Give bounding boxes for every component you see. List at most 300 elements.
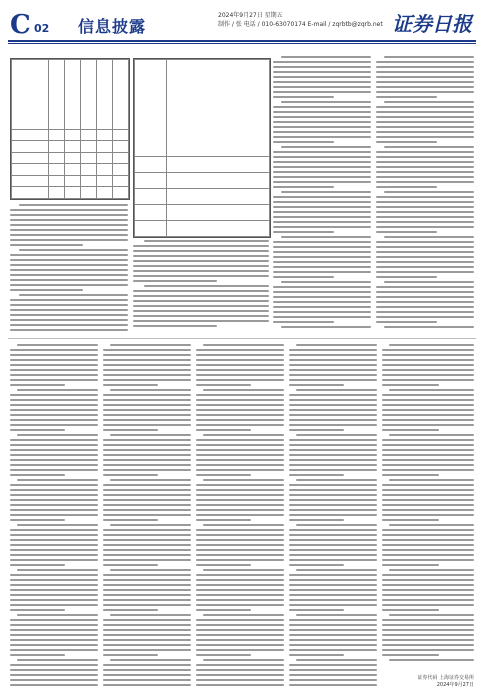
text-line bbox=[10, 234, 128, 236]
text-line bbox=[10, 634, 98, 636]
text-line bbox=[103, 634, 191, 636]
text-line bbox=[289, 644, 377, 646]
text-line bbox=[196, 544, 284, 546]
text-line bbox=[103, 529, 191, 531]
text-line bbox=[10, 574, 98, 576]
text-line bbox=[382, 429, 439, 431]
text-line bbox=[273, 316, 371, 318]
text-line bbox=[196, 599, 284, 601]
text-line bbox=[103, 424, 191, 426]
text-line bbox=[103, 549, 191, 551]
text-line bbox=[10, 439, 98, 441]
text-line bbox=[103, 409, 191, 411]
text-line bbox=[10, 364, 98, 366]
text-line bbox=[103, 504, 191, 506]
text-line bbox=[196, 484, 284, 486]
text-line bbox=[103, 519, 158, 521]
text-line bbox=[289, 619, 377, 621]
text-line bbox=[103, 534, 191, 536]
text-line bbox=[273, 91, 371, 93]
text-line bbox=[273, 66, 371, 68]
text-line bbox=[382, 424, 474, 426]
text-line bbox=[376, 121, 474, 123]
text-line bbox=[10, 494, 98, 496]
text-line bbox=[10, 589, 98, 591]
text-line bbox=[382, 579, 474, 581]
text-line bbox=[196, 574, 284, 576]
text-line bbox=[376, 96, 437, 98]
text-line bbox=[289, 519, 344, 521]
text-line bbox=[382, 494, 474, 496]
text-line bbox=[103, 639, 191, 641]
text-line bbox=[10, 244, 83, 246]
text-line bbox=[281, 191, 371, 193]
text-line bbox=[289, 679, 377, 681]
text-line bbox=[376, 216, 474, 218]
text-line bbox=[376, 206, 474, 208]
article-col3-upper bbox=[273, 56, 371, 334]
text-line bbox=[382, 634, 474, 636]
text-line bbox=[382, 354, 474, 356]
text-line bbox=[289, 414, 377, 416]
text-line bbox=[196, 364, 284, 366]
text-line bbox=[273, 246, 371, 248]
text-line bbox=[10, 309, 128, 311]
text-line bbox=[103, 589, 191, 591]
text-line bbox=[281, 236, 371, 238]
text-line bbox=[10, 549, 98, 551]
text-line bbox=[273, 271, 371, 273]
text-line bbox=[382, 644, 474, 646]
text-line bbox=[10, 354, 98, 356]
text-line bbox=[196, 624, 284, 626]
text-line bbox=[196, 449, 284, 451]
text-line bbox=[382, 399, 474, 401]
text-line bbox=[384, 281, 474, 283]
text-line bbox=[376, 241, 474, 243]
text-line bbox=[103, 384, 158, 386]
text-line bbox=[289, 484, 377, 486]
text-line bbox=[196, 534, 284, 536]
text-line bbox=[273, 186, 334, 188]
text-line bbox=[289, 499, 377, 501]
text-line bbox=[289, 489, 377, 491]
text-line bbox=[376, 151, 474, 153]
article-col2-upper bbox=[133, 240, 269, 334]
text-line bbox=[289, 379, 377, 381]
text-line bbox=[289, 639, 377, 641]
text-line bbox=[103, 609, 158, 611]
text-line bbox=[289, 429, 344, 431]
text-line bbox=[10, 644, 98, 646]
text-line bbox=[196, 504, 284, 506]
text-line bbox=[273, 71, 371, 73]
text-line bbox=[273, 156, 371, 158]
text-line bbox=[17, 344, 98, 346]
page-header bbox=[0, 0, 484, 44]
text-line bbox=[376, 61, 474, 63]
header-date: 2024年9月27日 星期五 bbox=[218, 12, 283, 19]
text-line bbox=[289, 674, 377, 676]
text-line bbox=[273, 181, 371, 183]
text-line bbox=[196, 369, 284, 371]
text-line bbox=[273, 136, 371, 138]
text-line bbox=[289, 494, 377, 496]
text-line bbox=[10, 669, 98, 671]
text-line bbox=[382, 574, 474, 576]
text-line bbox=[133, 250, 269, 252]
text-line bbox=[133, 290, 269, 292]
signature-line-2: 2024年9月27日 bbox=[436, 682, 474, 688]
text-line bbox=[273, 176, 371, 178]
text-line bbox=[382, 359, 474, 361]
text-line bbox=[103, 544, 191, 546]
text-line bbox=[273, 171, 371, 173]
text-line bbox=[376, 276, 437, 278]
text-line bbox=[382, 529, 474, 531]
text-line bbox=[289, 649, 377, 651]
text-line bbox=[382, 369, 474, 371]
text-line bbox=[10, 654, 65, 656]
text-line bbox=[273, 61, 371, 63]
text-line bbox=[376, 316, 474, 318]
text-line bbox=[10, 324, 128, 326]
text-line bbox=[289, 549, 377, 551]
text-line bbox=[103, 419, 191, 421]
text-line bbox=[10, 399, 98, 401]
text-line bbox=[273, 151, 371, 153]
text-line bbox=[10, 239, 128, 241]
text-line bbox=[376, 246, 474, 248]
text-line bbox=[10, 619, 98, 621]
text-line bbox=[103, 619, 191, 621]
text-line bbox=[10, 664, 98, 666]
text-line bbox=[10, 454, 98, 456]
text-line bbox=[289, 449, 377, 451]
text-line bbox=[196, 644, 284, 646]
text-line bbox=[289, 534, 377, 536]
text-line bbox=[384, 236, 474, 238]
text-line bbox=[196, 414, 284, 416]
text-line bbox=[203, 614, 284, 616]
text-line bbox=[10, 214, 128, 216]
text-line bbox=[289, 544, 377, 546]
text-line bbox=[376, 116, 474, 118]
text-line bbox=[196, 679, 284, 681]
text-line bbox=[203, 344, 284, 346]
text-line bbox=[103, 554, 191, 556]
text-line bbox=[103, 414, 191, 416]
text-line bbox=[384, 101, 474, 103]
text-line bbox=[273, 231, 334, 233]
text-line bbox=[110, 344, 191, 346]
text-line bbox=[289, 409, 377, 411]
text-line bbox=[273, 131, 371, 133]
text-line bbox=[10, 429, 65, 431]
header-rule bbox=[8, 40, 476, 42]
text-line bbox=[10, 594, 98, 596]
text-line bbox=[382, 539, 474, 541]
text-line bbox=[382, 589, 474, 591]
header-contact: 制作 / 张 电话 / 010-63070174 E-mail / zqrbtb@zqrb.net bbox=[218, 21, 383, 28]
header-rule-thin bbox=[8, 43, 476, 44]
text-line bbox=[376, 256, 474, 258]
text-line bbox=[382, 649, 474, 651]
text-line bbox=[273, 96, 334, 98]
text-line bbox=[382, 459, 474, 461]
text-line bbox=[289, 384, 344, 386]
text-line bbox=[376, 271, 474, 273]
text-line bbox=[289, 404, 377, 406]
text-line bbox=[289, 444, 377, 446]
text-line bbox=[273, 221, 371, 223]
section-title: 信息披露 bbox=[78, 17, 147, 36]
text-line bbox=[281, 101, 371, 103]
text-line bbox=[382, 509, 474, 511]
text-line bbox=[376, 91, 474, 93]
risk-table-grid bbox=[134, 59, 270, 237]
text-line bbox=[273, 116, 371, 118]
text-line bbox=[196, 439, 284, 441]
text-line bbox=[196, 489, 284, 491]
text-line bbox=[10, 599, 98, 601]
text-line bbox=[10, 484, 98, 486]
text-line bbox=[110, 569, 191, 571]
text-line bbox=[196, 549, 284, 551]
text-line bbox=[289, 624, 377, 626]
text-line bbox=[289, 599, 377, 601]
text-line bbox=[17, 434, 98, 436]
article-col3-lower bbox=[196, 344, 284, 690]
text-line bbox=[389, 569, 474, 571]
text-line bbox=[389, 344, 474, 346]
signature-line-1: 证券代码 上海证券交易所 bbox=[417, 675, 474, 681]
text-line bbox=[10, 559, 98, 561]
text-line bbox=[289, 634, 377, 636]
text-line bbox=[133, 315, 269, 317]
text-line bbox=[103, 454, 191, 456]
text-line bbox=[196, 464, 284, 466]
text-line bbox=[196, 594, 284, 596]
page-number: 02 bbox=[34, 22, 50, 35]
text-line bbox=[203, 569, 284, 571]
text-line bbox=[376, 201, 474, 203]
text-line bbox=[289, 574, 377, 576]
text-line bbox=[376, 166, 474, 168]
text-line bbox=[376, 221, 474, 223]
text-line bbox=[133, 300, 269, 302]
text-line bbox=[273, 126, 371, 128]
text-line bbox=[196, 419, 284, 421]
text-line bbox=[389, 389, 474, 391]
text-line bbox=[376, 136, 474, 138]
text-line bbox=[382, 514, 474, 516]
text-line bbox=[273, 311, 371, 313]
text-line bbox=[384, 191, 474, 193]
text-line bbox=[289, 559, 377, 561]
text-line bbox=[10, 404, 98, 406]
text-line bbox=[382, 414, 474, 416]
text-line bbox=[289, 359, 377, 361]
text-line bbox=[17, 389, 98, 391]
text-line bbox=[289, 349, 377, 351]
text-line bbox=[103, 354, 191, 356]
text-line bbox=[103, 374, 191, 376]
text-line bbox=[289, 424, 377, 426]
text-line bbox=[10, 409, 98, 411]
text-line bbox=[103, 559, 191, 561]
text-line bbox=[196, 674, 284, 676]
text-line bbox=[196, 639, 284, 641]
text-line bbox=[289, 374, 377, 376]
text-line bbox=[382, 504, 474, 506]
text-line bbox=[10, 529, 98, 531]
text-line bbox=[133, 295, 269, 297]
risk-table-middle bbox=[133, 58, 271, 238]
text-line bbox=[382, 409, 474, 411]
text-line bbox=[273, 106, 371, 108]
text-line bbox=[133, 245, 269, 247]
text-line bbox=[103, 459, 191, 461]
text-line bbox=[389, 659, 474, 661]
text-line bbox=[196, 684, 284, 686]
text-line bbox=[281, 281, 371, 283]
text-line bbox=[273, 226, 371, 228]
text-line bbox=[376, 131, 474, 133]
text-line bbox=[273, 241, 371, 243]
text-line bbox=[10, 289, 83, 291]
text-line bbox=[289, 684, 377, 686]
text-line bbox=[382, 639, 474, 641]
text-line bbox=[203, 659, 284, 661]
text-line bbox=[10, 274, 128, 276]
text-line bbox=[10, 534, 98, 536]
text-line bbox=[17, 659, 98, 661]
text-line bbox=[289, 364, 377, 366]
text-line bbox=[273, 86, 371, 88]
text-line bbox=[103, 564, 158, 566]
text-line bbox=[103, 574, 191, 576]
text-line bbox=[103, 494, 191, 496]
text-line bbox=[19, 204, 128, 206]
text-line bbox=[296, 434, 377, 436]
text-line bbox=[376, 306, 474, 308]
text-line bbox=[10, 384, 65, 386]
signature-block bbox=[382, 674, 474, 688]
text-line bbox=[17, 614, 98, 616]
text-line bbox=[196, 394, 284, 396]
text-line bbox=[103, 469, 191, 471]
text-line bbox=[289, 539, 377, 541]
text-line bbox=[289, 454, 377, 456]
text-line bbox=[103, 514, 191, 516]
text-line bbox=[133, 260, 269, 262]
text-line bbox=[281, 56, 371, 58]
text-line bbox=[196, 589, 284, 591]
article-col2-lower bbox=[103, 344, 191, 690]
text-line bbox=[17, 479, 98, 481]
text-line bbox=[103, 579, 191, 581]
text-line bbox=[10, 299, 128, 301]
text-line bbox=[10, 509, 98, 511]
text-line bbox=[296, 479, 377, 481]
text-line bbox=[10, 464, 98, 466]
text-line bbox=[389, 479, 474, 481]
text-line bbox=[382, 454, 474, 456]
text-line bbox=[382, 609, 439, 611]
text-line bbox=[10, 209, 128, 211]
text-line bbox=[289, 464, 377, 466]
text-line bbox=[384, 56, 474, 58]
text-line bbox=[376, 226, 474, 228]
text-line bbox=[289, 369, 377, 371]
text-line bbox=[382, 404, 474, 406]
text-line bbox=[273, 251, 371, 253]
text-line bbox=[273, 216, 371, 218]
text-line bbox=[376, 311, 474, 313]
text-line bbox=[196, 559, 284, 561]
text-line bbox=[382, 394, 474, 396]
text-line bbox=[376, 71, 474, 73]
text-line bbox=[10, 219, 128, 221]
text-line bbox=[196, 359, 284, 361]
text-line bbox=[289, 504, 377, 506]
text-line bbox=[382, 484, 474, 486]
text-line bbox=[196, 634, 284, 636]
text-line bbox=[10, 414, 98, 416]
text-line bbox=[376, 156, 474, 158]
text-line bbox=[273, 211, 371, 213]
text-line bbox=[10, 229, 128, 231]
text-line bbox=[103, 404, 191, 406]
financial-table-left bbox=[10, 58, 130, 200]
text-line bbox=[273, 291, 371, 293]
text-line bbox=[382, 419, 474, 421]
text-line bbox=[376, 266, 474, 268]
text-line bbox=[103, 684, 191, 686]
text-line bbox=[382, 554, 474, 556]
text-line bbox=[196, 649, 284, 651]
text-line bbox=[382, 374, 474, 376]
text-line bbox=[376, 251, 474, 253]
text-line bbox=[289, 629, 377, 631]
text-line bbox=[133, 265, 269, 267]
text-line bbox=[273, 286, 371, 288]
text-line bbox=[203, 389, 284, 391]
text-line bbox=[10, 639, 98, 641]
text-line bbox=[10, 544, 98, 546]
text-line bbox=[103, 379, 191, 381]
text-line bbox=[19, 294, 128, 296]
text-line bbox=[103, 429, 158, 431]
text-line bbox=[196, 404, 284, 406]
text-line bbox=[273, 266, 371, 268]
text-line bbox=[10, 519, 65, 521]
text-line bbox=[10, 304, 128, 306]
text-line bbox=[376, 176, 474, 178]
text-line bbox=[273, 161, 371, 163]
text-line bbox=[289, 509, 377, 511]
text-line bbox=[103, 349, 191, 351]
text-line bbox=[376, 301, 474, 303]
text-line bbox=[103, 649, 191, 651]
text-line bbox=[103, 464, 191, 466]
text-line bbox=[281, 326, 371, 328]
text-line bbox=[10, 564, 65, 566]
text-line bbox=[10, 224, 128, 226]
text-line bbox=[103, 654, 158, 656]
text-line bbox=[10, 394, 98, 396]
